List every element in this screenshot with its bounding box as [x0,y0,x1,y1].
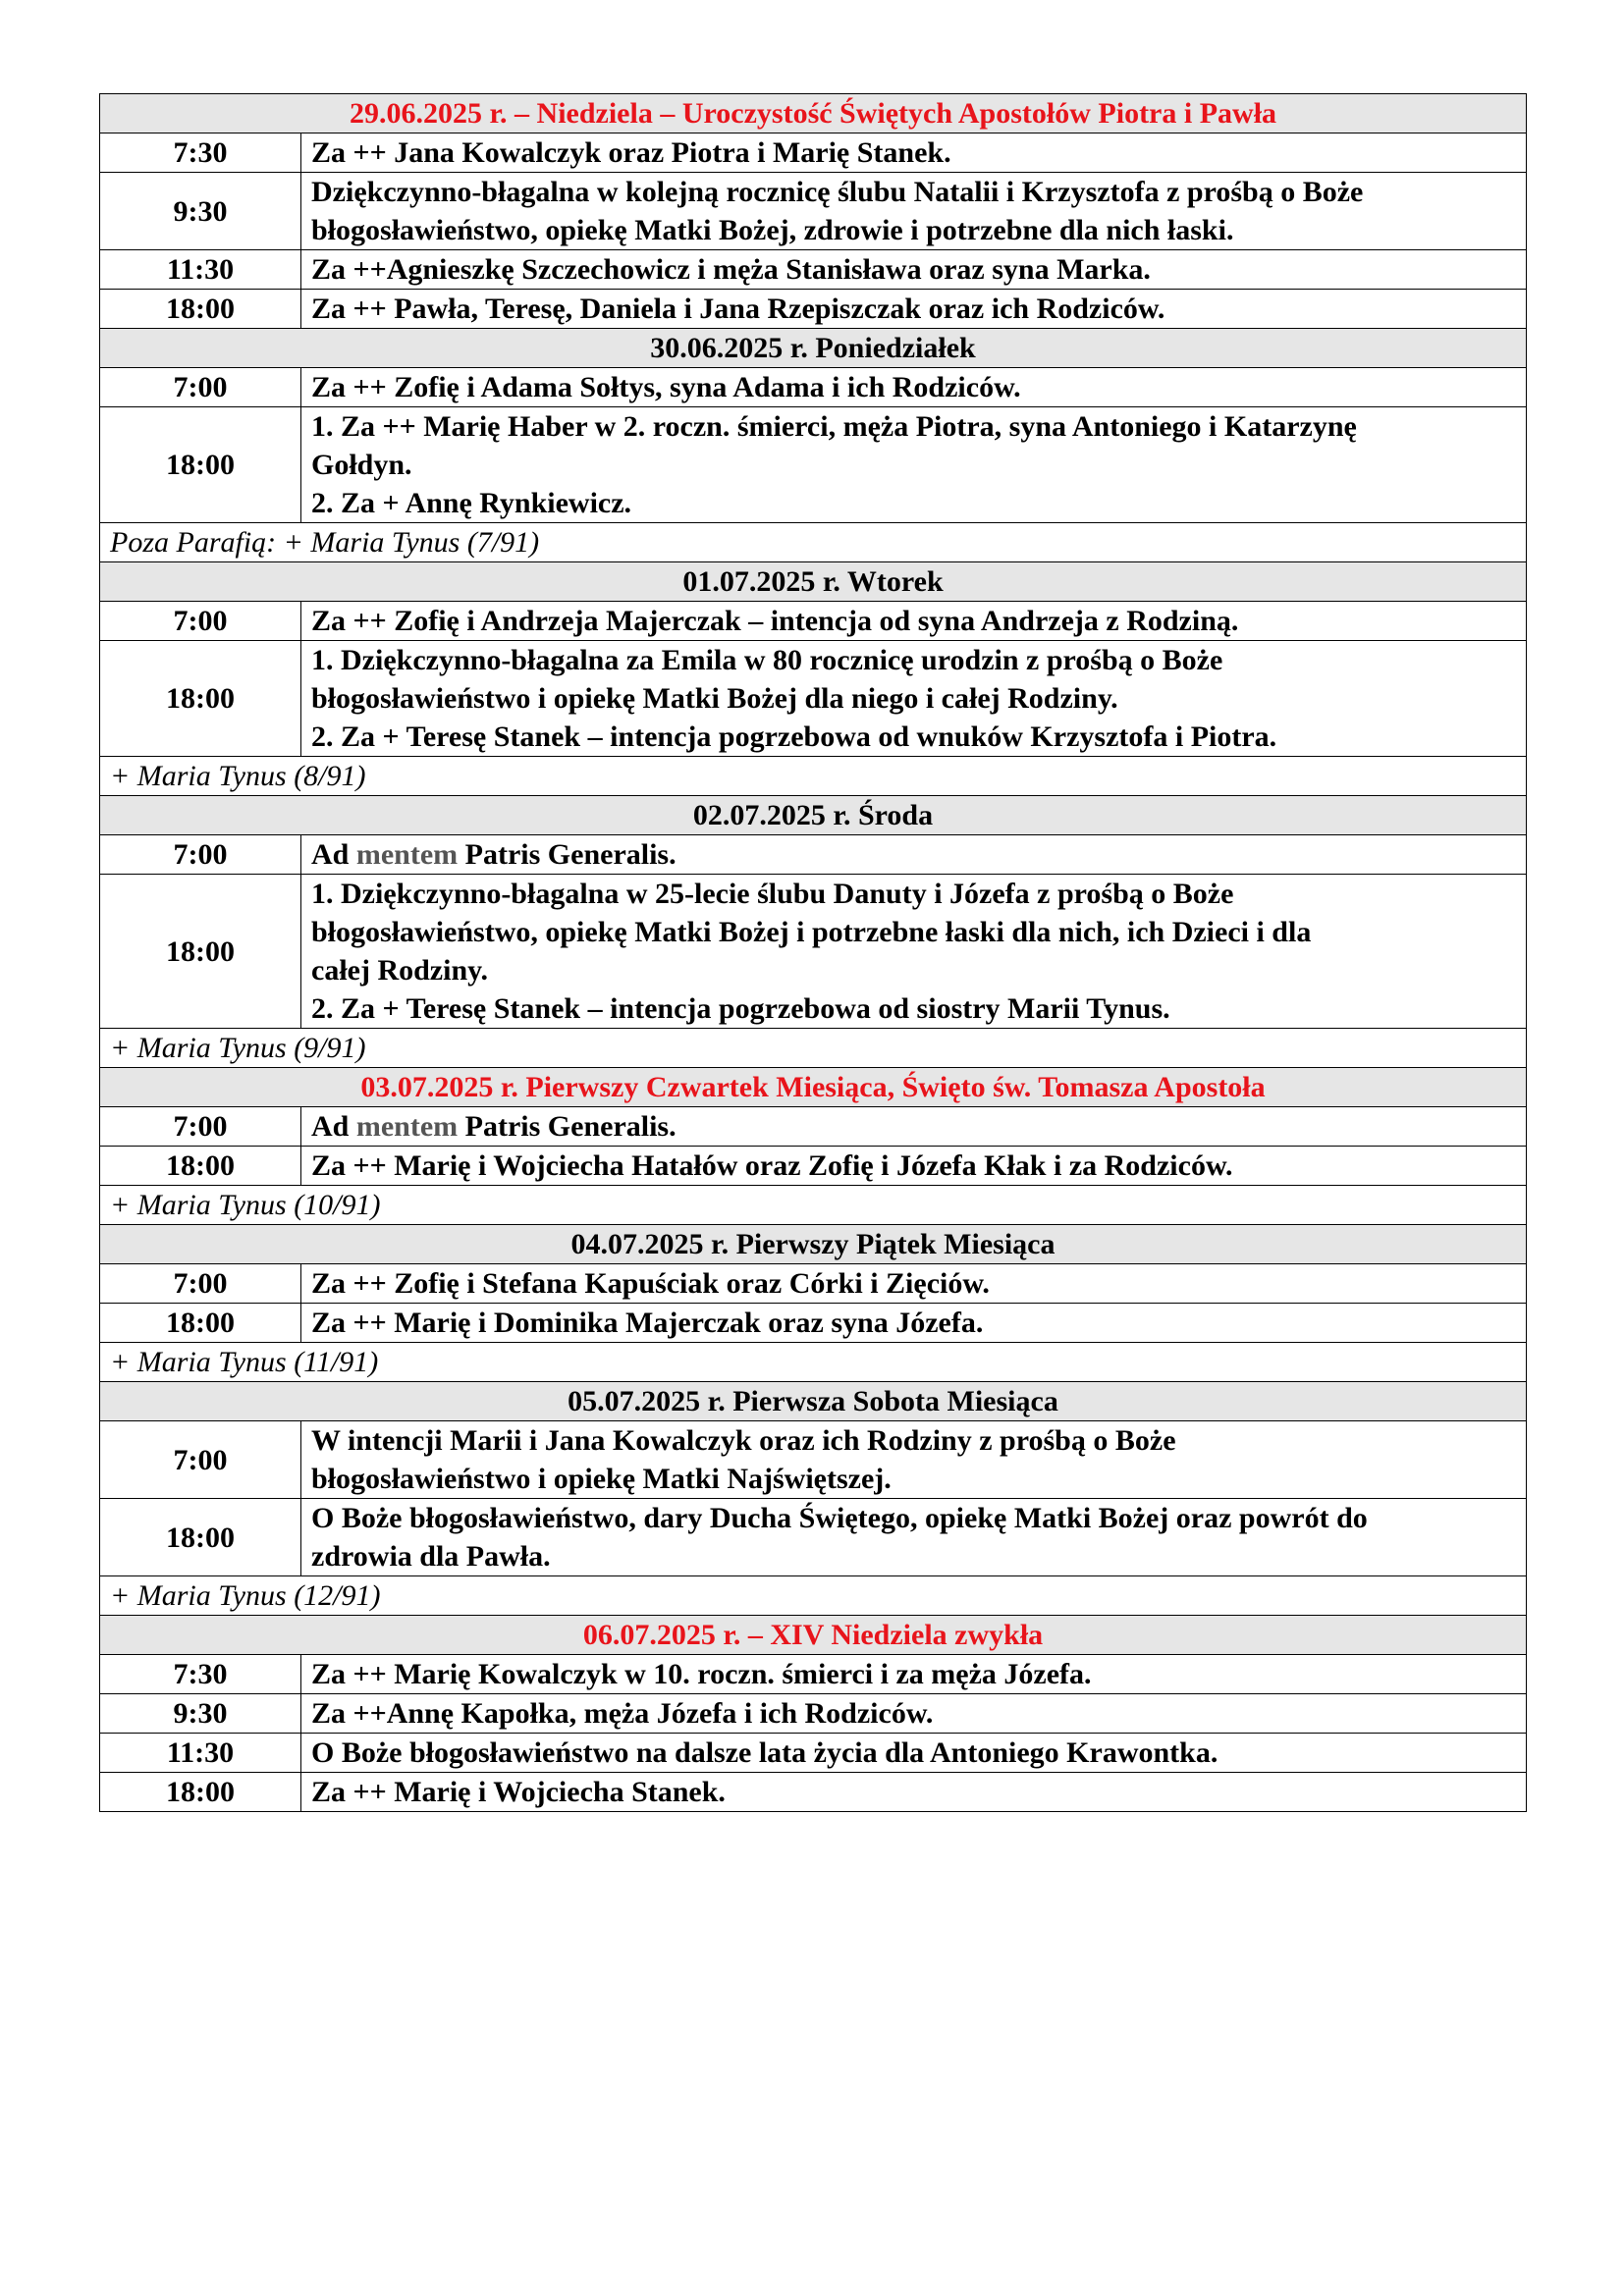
mass-intention [301,290,1527,329]
mass-time: 18:00 [100,407,301,523]
intention-line: 2. Za + Annę Rynkiewicz. [311,487,632,519]
mass-time: 7:30 [100,133,301,173]
mass-time: 7:00 [100,602,301,641]
mass-row [100,290,1527,329]
mass-intention [301,133,1527,173]
intention-line: Za ++ Marię i Wojciecha Hatałów oraz Zofię i Józefa Kłak i za Rodziców. [311,1149,1233,1182]
day-header-row [100,796,1527,835]
mass-row [100,368,1527,407]
mass-intention [301,368,1527,407]
mass-time: 18:00 [100,641,301,757]
mass-row [100,1147,1527,1186]
mass-time: 7:00 [100,835,301,875]
mass-intention [301,1107,1527,1147]
intention-text: Patris Generalis. [458,838,677,871]
mass-time: 7:00 [100,368,301,407]
mass-time: 7:00 [100,1107,301,1147]
day-note: + Maria Tynus (9/91) [100,1029,1527,1068]
note-row [100,1029,1527,1068]
intention-text: Patris Generalis. [458,1110,677,1143]
mass-row [100,1107,1527,1147]
day-header-row [100,1382,1527,1421]
mass-row [100,133,1527,173]
intention-line: błogosławieństwo, opiekę Matki Bożej i potrzebne łaski dla nich, ich Dzieci i dla [311,916,1312,948]
intention-line: błogosławieństwo i opiekę Matki Bożej dla niego i całej Rodziny. [311,682,1118,715]
intention-line: zdrowia dla Pawła. [311,1540,551,1573]
mass-time: 9:30 [100,1694,301,1734]
intention-line: 1. Za ++ Marię Haber w 2. roczn. śmierci, męża Piotra, syna Antoniego i Katarzynę [311,410,1357,443]
intention-line: Za ++ Jana Kowalczyk oraz Piotra i Marię Stanek. [311,136,951,169]
mass-intention [301,1304,1527,1343]
mass-intention [301,641,1527,757]
mass-time: 18:00 [100,1304,301,1343]
day-header-row [100,329,1527,368]
mass-time: 11:30 [100,250,301,290]
mass-time: 11:30 [100,1734,301,1773]
intention-line: 1. Dziękczynno-błagalna w 25-lecie ślubu Danuty i Józefa z prośbą o Boże [311,878,1234,910]
intention-line: Za ++ Marię i Wojciecha Stanek. [311,1776,726,1808]
day-header: 29.06.2025 r. – Niedziela – Uroczystość Świętych Apostołów Piotra i Pawła [100,94,1527,133]
day-header-row [100,1616,1527,1655]
intention-line: O Boże błogosławieństwo na dalsze lata życia dla Antoniego Krawontka. [311,1736,1218,1769]
mass-intention [301,1499,1527,1576]
intention-gray-word: mentem [355,1110,459,1143]
mass-intention [301,1734,1527,1773]
intention-line: całej Rodziny. [311,954,488,987]
day-header-row [100,1225,1527,1264]
mass-row [100,875,1527,1029]
day-header-row [100,562,1527,602]
day-note: + Maria Tynus (8/91) [100,757,1527,796]
intention-line: błogosławieństwo i opiekę Matki Najświętszej. [311,1463,892,1495]
mass-intention [301,1694,1527,1734]
intention-text: Ad [311,838,356,871]
mass-row [100,1304,1527,1343]
intention-line: Za ++ Marię i Dominika Majerczak oraz syna Józefa. [311,1307,984,1339]
intention-line: Gołdyn. [311,449,412,481]
mass-row [100,250,1527,290]
note-row [100,523,1527,562]
intention-line: 1. Dziękczynno-błagalna za Emila w 80 rocznicę urodzin z prośbą o Boże [311,644,1223,676]
mass-time: 18:00 [100,1773,301,1812]
day-header: 05.07.2025 r. Pierwsza Sobota Miesiąca [100,1382,1527,1421]
intention-gray-word: mentem [355,838,459,871]
mass-row [100,1499,1527,1576]
intention-line: Za ++ Pawła, Teresę, Daniela i Jana Rzepiszczak oraz ich Rodziców. [311,293,1165,325]
day-note: + Maria Tynus (11/91) [100,1343,1527,1382]
mass-row [100,1655,1527,1694]
mass-intention [301,1655,1527,1694]
intention-line: O Boże błogosławieństwo, dary Ducha Świętego, opiekę Matki Bożej oraz powrót do [311,1502,1368,1534]
day-header: 02.07.2025 r. Środa [100,796,1527,835]
mass-intention [301,875,1527,1029]
intention-line: W intencji Marii i Jana Kowalczyk oraz ich Rodziny z prośbą o Boże [311,1424,1176,1457]
intention-line: Za ++Annę Kapołka, męża Józefa i ich Rodziców. [311,1697,934,1730]
mass-intention [301,250,1527,290]
intention-text: Ad [311,1110,356,1143]
mass-time: 18:00 [100,875,301,1029]
day-header: 04.07.2025 r. Pierwszy Piątek Miesiąca [100,1225,1527,1264]
note-row [100,1343,1527,1382]
day-note: + Maria Tynus (12/91) [100,1576,1527,1616]
mass-row [100,407,1527,523]
day-header: 01.07.2025 r. Wtorek [100,562,1527,602]
intention-line: 2. Za + Teresę Stanek – intencja pogrzebowa od wnuków Krzysztofa i Piotra. [311,721,1277,753]
mass-intention [301,602,1527,641]
mass-intention [301,835,1527,875]
mass-row [100,1734,1527,1773]
mass-row [100,1421,1527,1499]
mass-time: 7:00 [100,1264,301,1304]
intention-line: Za ++ Zofię i Stefana Kapuściak oraz Córki i Zięciów. [311,1267,990,1300]
mass-row [100,835,1527,875]
mass-intention [301,407,1527,523]
mass-row [100,1264,1527,1304]
mass-intention [301,1773,1527,1812]
mass-time: 7:30 [100,1655,301,1694]
intention-line: Za ++ Zofię i Adama Sołtys, syna Adama i ich Rodziców. [311,371,1021,403]
mass-time: 9:30 [100,173,301,250]
mass-intention [301,1147,1527,1186]
mass-row [100,1773,1527,1812]
day-header: 06.07.2025 r. – XIV Niedziela zwykła [100,1616,1527,1655]
mass-intentions-table [99,93,1527,1812]
day-note: + Maria Tynus (10/91) [100,1186,1527,1225]
mass-time: 18:00 [100,290,301,329]
intention-line: Dziękczynno-błagalna w kolejną rocznicę ślubu Natalii i Krzysztofa z prośbą o Boże [311,176,1364,208]
mass-row [100,1694,1527,1734]
day-header: 30.06.2025 r. Poniedziałek [100,329,1527,368]
mass-time: 18:00 [100,1147,301,1186]
mass-row [100,173,1527,250]
day-header-row [100,1068,1527,1107]
intention-line: 2. Za + Teresę Stanek – intencja pogrzebowa od siostry Marii Tynus. [311,992,1170,1025]
day-note: Poza Parafią: + Maria Tynus (7/91) [100,523,1527,562]
mass-time: 7:00 [100,1421,301,1499]
note-row [100,757,1527,796]
mass-row [100,641,1527,757]
mass-intention [301,1264,1527,1304]
mass-intention [301,173,1527,250]
mass-row [100,602,1527,641]
day-header-row [100,94,1527,133]
mass-time: 18:00 [100,1499,301,1576]
day-header: 03.07.2025 r. Pierwszy Czwartek Miesiąca, Święto św. Tomasza Apostoła [100,1068,1527,1107]
intention-line: Za ++Agnieszkę Szczechowicz i męża Stanisława oraz syna Marka. [311,253,1151,286]
note-row [100,1576,1527,1616]
mass-intention [301,1421,1527,1499]
note-row [100,1186,1527,1225]
intention-line: Za ++ Marię Kowalczyk w 10. roczn. śmierci i za męża Józefa. [311,1658,1092,1690]
intention-line: błogosławieństwo, opiekę Matki Bożej, zdrowie i potrzebne dla nich łaski. [311,214,1234,246]
intention-line: Za ++ Zofię i Andrzeja Majerczak – intencja od syna Andrzeja z Rodziną. [311,605,1239,637]
